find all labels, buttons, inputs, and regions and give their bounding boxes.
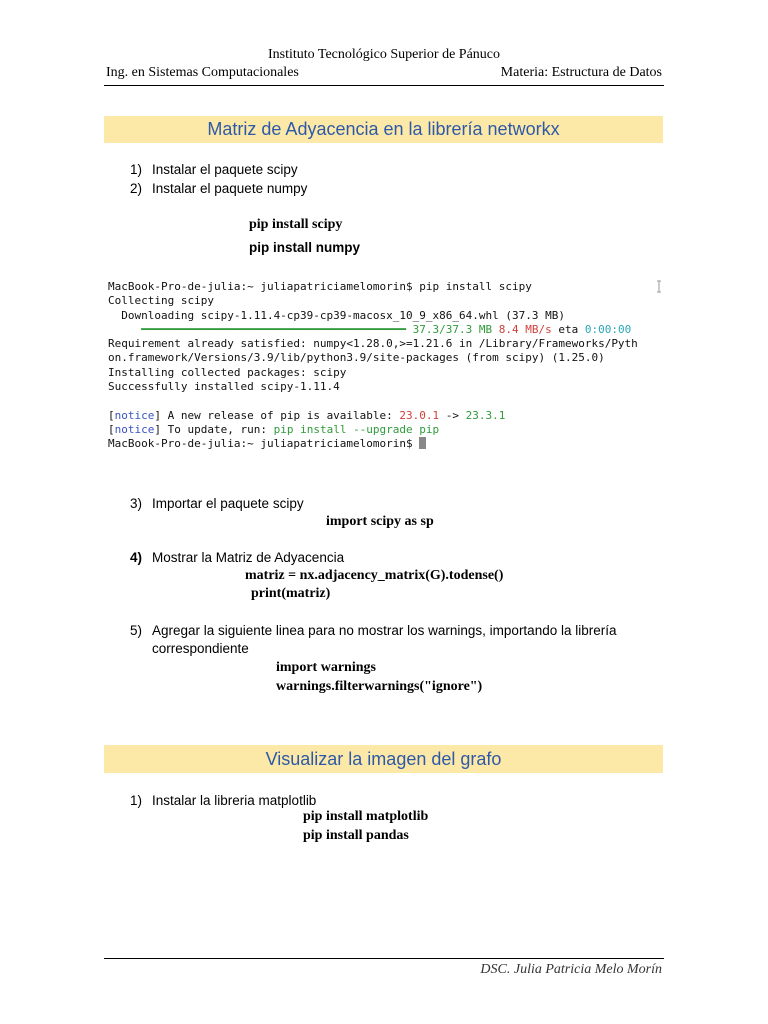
terminal-line: Downloading scipy-1.11.4-cp39-cp39-macosx_10_9_x86_64.whl (37.3 MB) (108, 308, 565, 322)
step-number: 1) (130, 793, 143, 808)
notice-text: To update, run: (161, 422, 274, 436)
terminal-progress-line (108, 323, 668, 337)
step-number: 5) (130, 623, 143, 638)
terminal-notice-line: [notice] To update, run: pip install --upgrade pip (108, 422, 440, 436)
progress-speed: 8.4 MB/s (498, 322, 552, 336)
footer-author: DSC. Julia Patricia Melo Morín (480, 962, 662, 977)
command-pip-pandas: pip install pandas (303, 828, 409, 843)
step-text: Importar el paquete scipy (152, 496, 304, 511)
code-filterwarnings: warnings.filterwarnings("ignore") (276, 679, 483, 694)
step-text-continued: correspondiente (152, 641, 249, 656)
terminal-output (108, 280, 668, 452)
step-text: Agregar la siguiente linea para no mostrar los warnings, importando la librería (152, 623, 617, 638)
terminal-notice-line: [notice] A new release of pip is available: 23.0.1 -> 23.3.1 (108, 408, 506, 422)
step-text: Mostrar la Matriz de Adyacencia (152, 550, 345, 565)
text-cursor-icon (656, 280, 662, 293)
step-text: Instalar la libreria matplotlib (152, 793, 317, 808)
progress-size: 37.3/37.3 MB (412, 322, 493, 336)
terminal-line: Requirement already satisfied: numpy<1.28.0,>=1.21.6 in /Library/Frameworks/Pyth (108, 337, 638, 351)
section-band-grafo (104, 745, 663, 773)
notice-tag: notice (114, 408, 155, 422)
code-adjacency-matrix: matriz = nx.adjacency_matrix(G).todense() (245, 568, 504, 583)
command-pip-scipy: pip install scipy (249, 217, 343, 232)
step-number: 1) (130, 162, 143, 177)
progress-eta: 0:00:00 (584, 322, 632, 336)
terminal-blank-line (108, 394, 668, 408)
header-rule (104, 85, 664, 86)
step-text: Instalar el paquete numpy (152, 181, 308, 196)
terminal-line: Successfully installed scipy-1.11.4 (108, 380, 340, 394)
step-number: 3) (130, 496, 143, 511)
code-import-warnings: import warnings (276, 660, 376, 675)
upgrade-command: pip install --upgrade pip (273, 422, 440, 436)
terminal-line: on.framework/Versions/3.9/lib/python3.9/site-packages (from scipy) (1.25.0) (108, 351, 605, 365)
new-version: 23.3.1 (465, 408, 506, 422)
header-career: Ing. en Sistemas Computacionales (106, 65, 299, 80)
terminal-prompt: MacBook-Pro-de-julia:~ juliapatriciamelomorin$ (108, 437, 420, 451)
terminal-line: MacBook-Pro-de-julia:~ juliapatriciamelomorin$ pip install scipy (108, 280, 532, 293)
progress-bar: ━━━━━━━━━━━━━━━━━━━━━━━━━━━━━━━━━━━━━━━━ (108, 322, 407, 336)
notice-tag: notice (114, 422, 155, 436)
code-import-scipy: import scipy as sp (326, 514, 434, 529)
old-version: 23.0.1 (399, 408, 440, 422)
terminal-line: Installing collected packages: scipy (108, 365, 347, 379)
footer-rule (104, 958, 664, 959)
terminal-line: Collecting scipy (108, 294, 214, 308)
header-subject: Materia: Estructura de Datos (500, 65, 662, 80)
terminal-cursor (419, 437, 426, 449)
notice-text: A new release of pip is available: (161, 408, 400, 422)
header-institution: Instituto Tecnológico Superior de Pánuco (267, 47, 501, 62)
section-title-matriz: Matriz de Adyacencia en la librería networkx (207, 119, 560, 139)
section-band-matriz (104, 116, 663, 143)
arrow: -> (439, 408, 466, 422)
command-pip-numpy: pip install numpy (249, 240, 361, 255)
terminal-prompt-line (108, 437, 668, 451)
code-print-matriz: print(matriz) (251, 586, 331, 601)
command-pip-matplotlib: pip install matplotlib (303, 809, 429, 824)
step-number: 2) (130, 181, 143, 196)
step-number: 4) (130, 550, 143, 565)
step-text: Instalar el paquete scipy (152, 162, 298, 177)
progress-eta-label: eta (558, 322, 579, 336)
section-title-grafo: Visualizar la imagen del grafo (265, 749, 502, 769)
